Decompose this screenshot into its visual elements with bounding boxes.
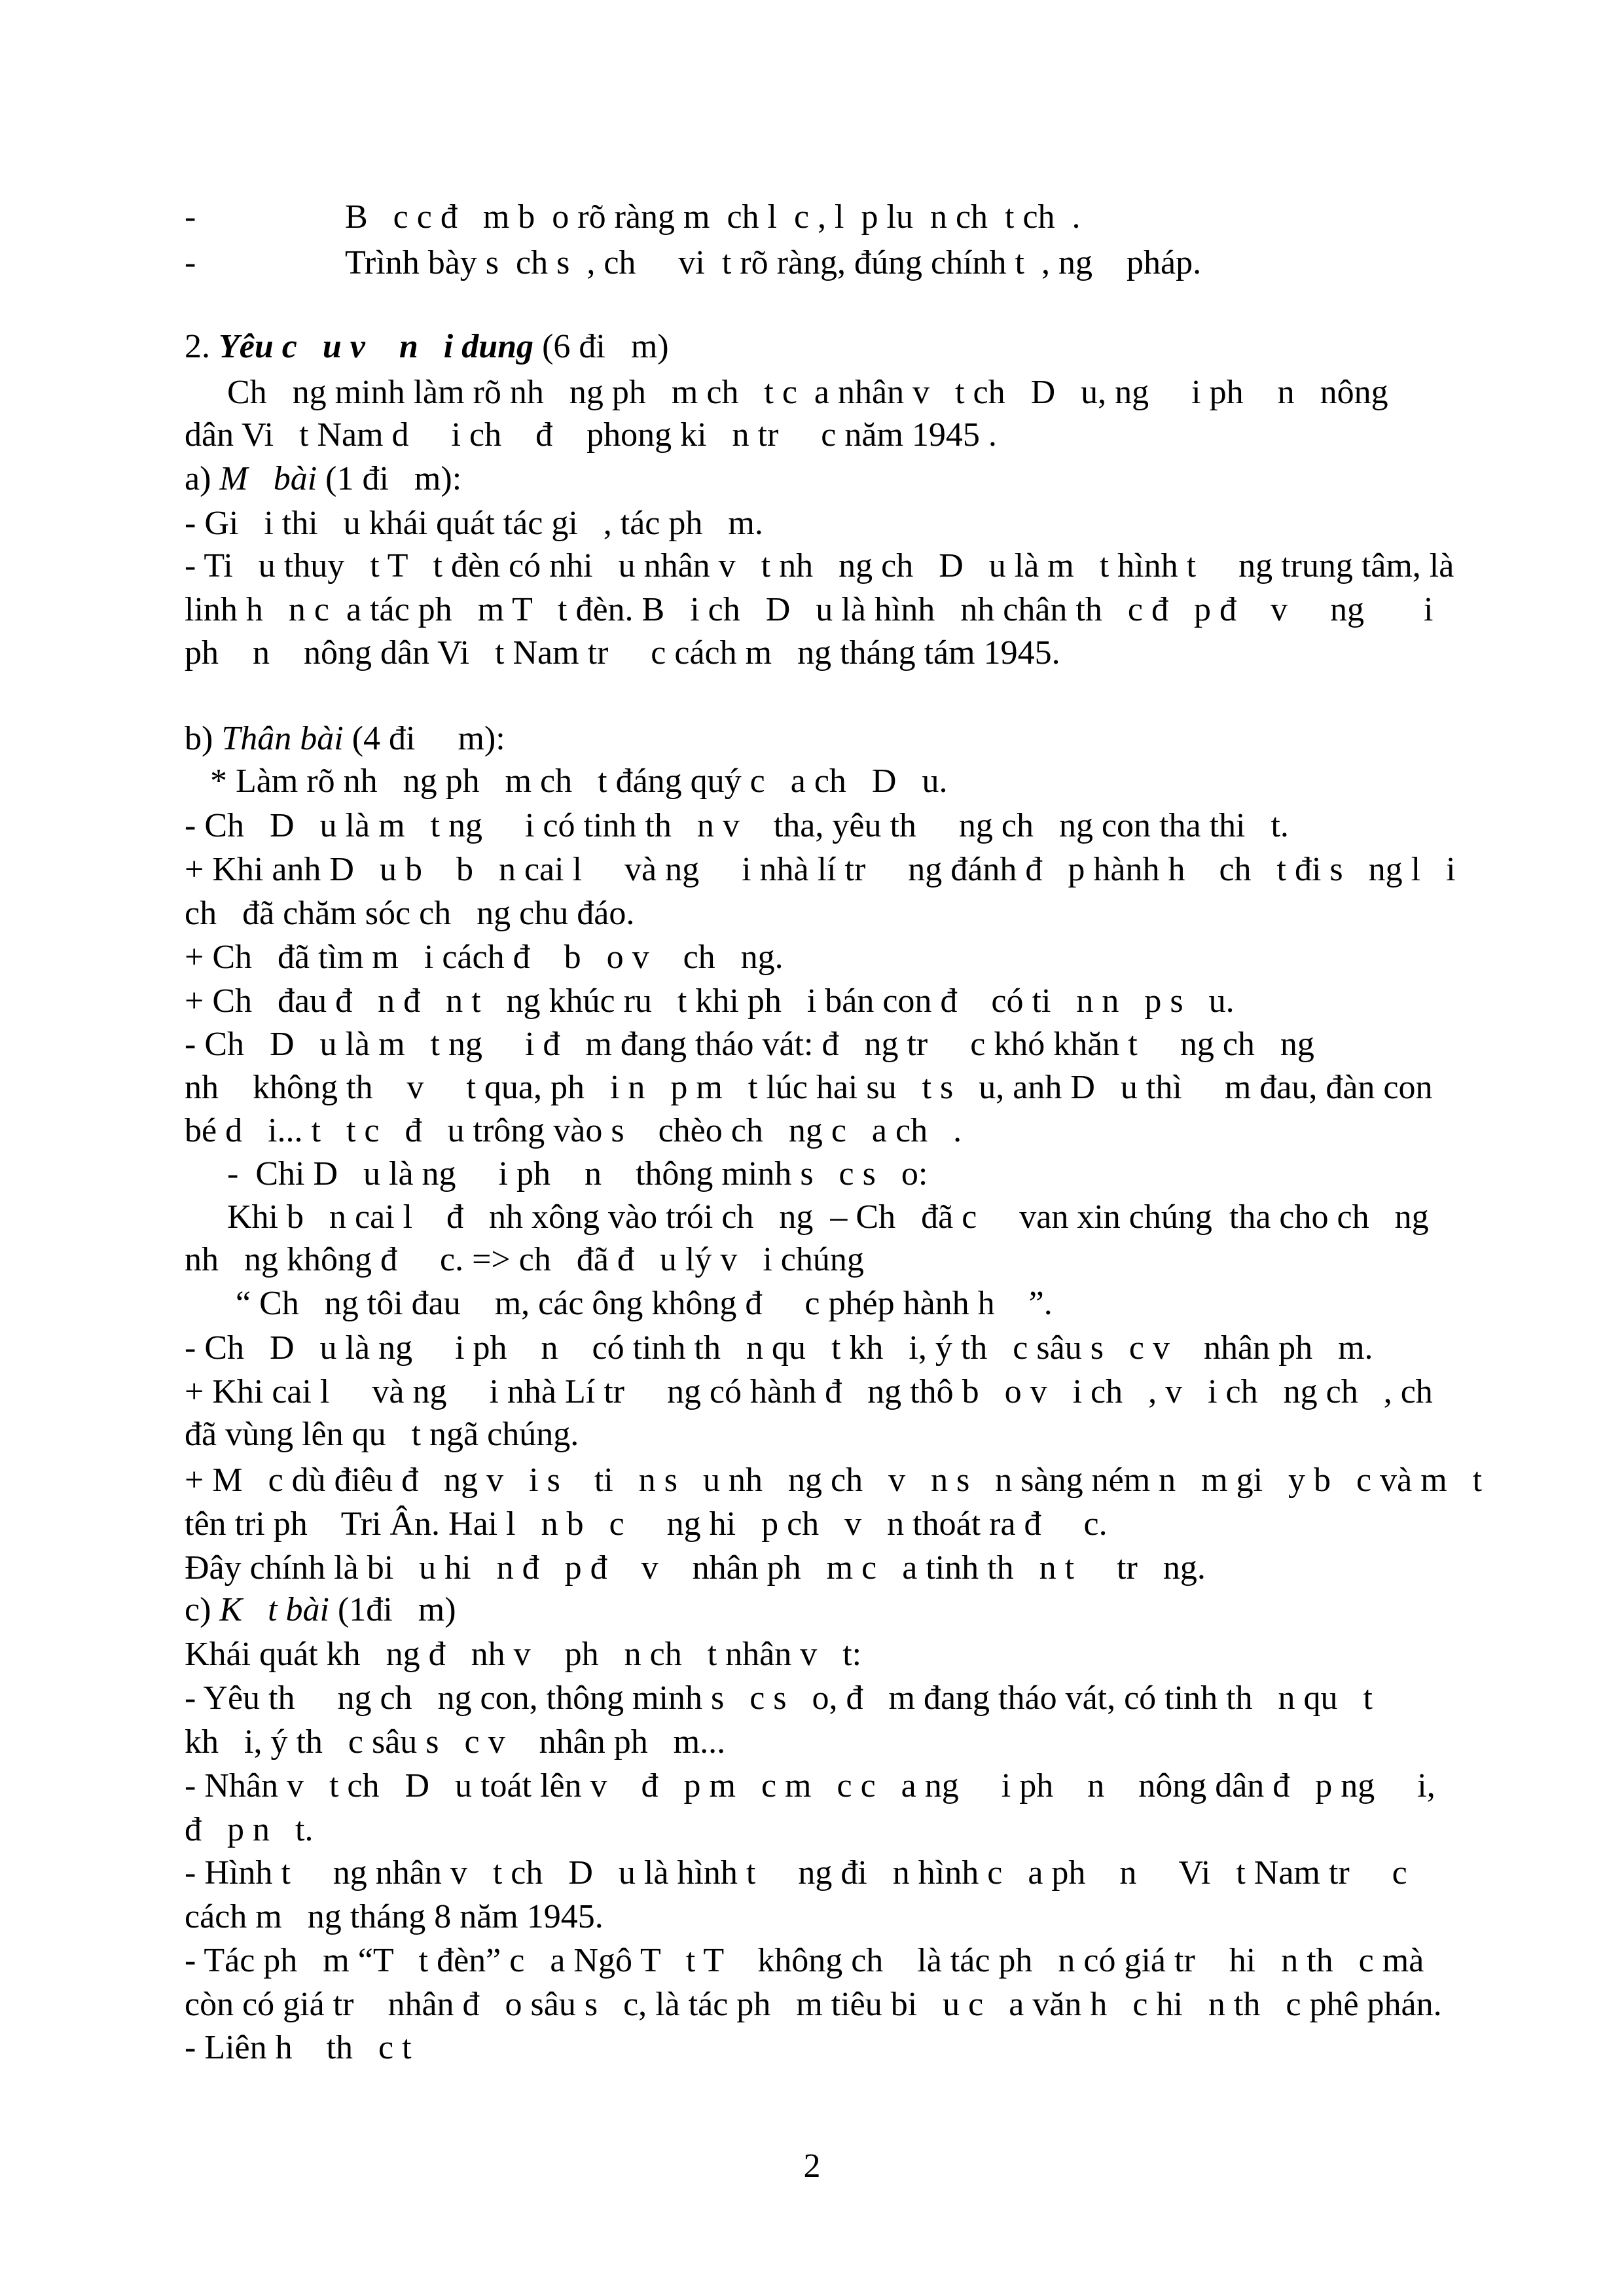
paragraph-line: ch đã chăm sóc ch ng chu đáo. (185, 895, 635, 932)
paragraph-line: - Tác ph m “T t đèn” c a Ngô T t T không ch là tác ph n có giá tr hi n th c mà (185, 1942, 1424, 1979)
paragraph-line: - Hình t ng nhân v t ch D u là hình t ng đi n hình c a ph n Vi t Nam tr c (185, 1854, 1407, 1892)
paragraph-line: Đây chính là bi u hi n đ p đ v nhân ph m c a tinh th n t tr ng. (185, 1549, 1206, 1587)
section-points: (6 đi m) (533, 328, 669, 365)
subsection-prefix: b) (185, 720, 222, 757)
paragraph-line: + Khi anh D u b b n cai l và ng i nhà lí tr ng đánh đ p hành h ch t đi s ng l i (185, 851, 1456, 888)
paragraph-line: - Ch D u là m t ng i có tinh th n v tha, yêu th ng ch ng con tha thi t. (185, 807, 1289, 844)
paragraph-line: - Ti u thuy t T t đèn có nhi u nhân v t nh ng ch D u là m t hình t ng trung tâm, là (185, 547, 1454, 584)
paragraph-line: dân Vi t Nam d i ch đ phong ki n tr c năm 1945 . (185, 416, 997, 454)
paragraph-line: bé d i... t t c đ u trông vào s chèo ch ng c a ch . (185, 1112, 962, 1149)
subsection-title: K t bài (219, 1591, 329, 1628)
paragraph-line: kh i, ý th c sâu s c v nhân ph m... (185, 1723, 726, 1761)
paragraph-line: Khái quát kh ng đ nh v ph n ch t nhân v t: (185, 1636, 862, 1673)
paragraph-line: ph n nông dân Vi t Nam tr c cách m ng tháng tám 1945. (185, 634, 1060, 672)
subsection-heading (185, 458, 1468, 500)
paragraph-line: Khi b n cai l đ nh xông vào trói ch ng – Ch đã c van xin chúng tha cho ch ng (185, 1198, 1429, 1236)
paragraph-line: - Nhân v t ch D u toát lên v đ p m c m c c a ng i ph n nông dân đ p ng i, (185, 1767, 1435, 1804)
subsection-points: (1đi m) (329, 1591, 456, 1628)
section-title: Yêu c u v n i dung (219, 328, 534, 365)
subsection-points: (4 đi m): (343, 720, 505, 757)
paragraph-line: đã vùng lên qu t ngã chúng. (185, 1416, 579, 1453)
subsection-title: Thân bài (221, 720, 344, 757)
paragraph-line: - Liên h th c t (185, 2029, 412, 2066)
bullet-dash: - (185, 198, 196, 236)
paragraph-line: đ p n t. (185, 1811, 314, 1848)
section-heading (185, 326, 1468, 368)
paragraph-line: + M c dù điêu đ ng v i s ti n s u nh ng ch v n s n sàng ném n m gi y b c và m t (185, 1462, 1483, 1499)
section-number: 2. (185, 328, 219, 365)
paragraph-line: tên tri ph Tri Ân. Hai l n b c ng hi p ch v n thoát ra đ c. (185, 1505, 1108, 1543)
paragraph-line: linh h n c a tác ph m T t đèn. B i ch D u là hình nh chân th c đ p đ v ng i (185, 591, 1434, 628)
paragraph-line: - Yêu th ng ch ng con, thông minh s c s o, đ m đang tháo vát, có tinh th n qu t (185, 1679, 1373, 1717)
paragraph-line: nh ng không đ c. => ch đã đ u lý v i chúng (185, 1241, 864, 1278)
subsection-title: M bài (219, 460, 317, 497)
paragraph-line: - Ch D u là m t ng i đ m đang tháo vát: đ ng tr c khó khăn t ng ch ng (185, 1026, 1314, 1063)
subsection-heading (185, 1589, 1468, 1631)
page-number: 2 (803, 2147, 821, 2185)
paragraph-line: - Chi D u là ng i ph n thông minh s c s o: (185, 1155, 928, 1193)
subsection-points: (1 đi m): (317, 460, 462, 497)
criteria-text: Trình bày s ch s , ch vi t rõ ràng, đúng chính t , ng pháp. (345, 244, 1202, 281)
paragraph-line: còn có giá tr nhân đ o sâu s c, là tác ph m tiêu bi u c a văn h c hi n th c phê phán. (185, 1986, 1442, 2023)
paragraph-line: + Khi cai l và ng i nhà Lí tr ng có hành đ ng thô b o v i ch , v i ch ng ch , ch (185, 1373, 1433, 1410)
subsection-prefix: a) (185, 460, 220, 497)
criteria-text: B c c đ m b o rõ ràng m ch l c , l p lu n ch t ch . (345, 198, 1081, 236)
paragraph-line: - Gi i thi u khái quát tác gi , tác ph m. (185, 505, 763, 542)
paragraph-line: nh không th v t qua, ph i n p m t lúc hai su t s u, anh D u thì m đau, đàn con (185, 1069, 1433, 1106)
paragraph-line: - Ch D u là ng i ph n có tinh th n qu t kh i, ý th c sâu s c v nhân ph m. (185, 1329, 1373, 1367)
bullet-dash: - (185, 244, 196, 281)
paragraph-line: Ch ng minh làm rõ nh ng ph m ch t c a nhân v t ch D u, ng i ph n nông (185, 374, 1388, 411)
paragraph-line: + Ch đã tìm m i cách đ b o v ch ng. (185, 939, 784, 976)
paragraph-line: + Ch đau đ n đ n t ng khúc ru t khi ph i bán con đ có ti n n p s u. (185, 982, 1235, 1020)
paragraph-line: * Làm rõ nh ng ph m ch t đáng quý c a ch D u. (185, 762, 948, 800)
subsection-prefix: c) (185, 1591, 220, 1628)
subsection-heading (185, 718, 1468, 760)
paragraph-line: cách m ng tháng 8 năm 1945. (185, 1898, 604, 1935)
quote-line: “ Ch ng tôi đau m, các ông không đ c phép hành h ”. (185, 1285, 1053, 1322)
